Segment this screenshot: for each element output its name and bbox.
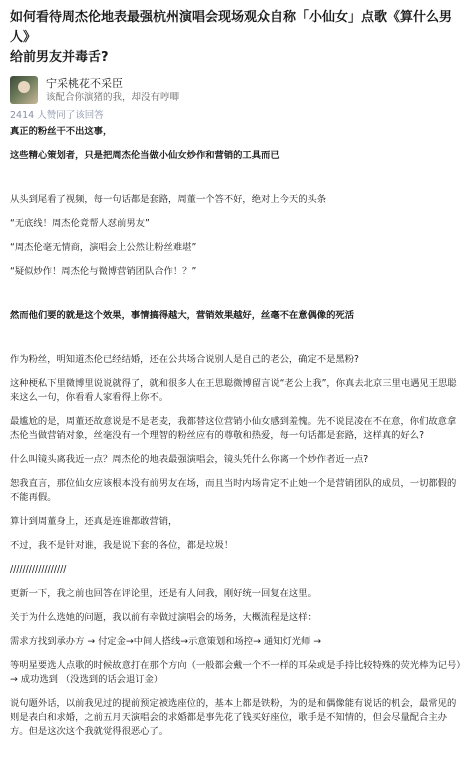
author-bio: 该配合你演猪的我，却没有哼唧 (46, 92, 180, 103)
answer-paragraph: 这些精心策划者，只是把周杰伦当做小仙女炒作和营销的工具而已 (10, 150, 280, 161)
divider-slashes: ////////////////// (10, 564, 67, 575)
answer-paragraph: 什么叫镜头离我近一点？周杰伦的地表最强演唱会，镜头凭什么你离一个炒作者近一点? (10, 454, 369, 465)
question-title-line1: 如何看待周杰伦地表最强杭州演唱会现场观众自称「小仙女」点歌《算什么男人》 (10, 10, 453, 45)
author-name[interactable]: 宁采桃花不采臣 (46, 77, 123, 90)
question-title-line2: 给前男友并毒舌? (10, 50, 109, 65)
author-info (46, 76, 179, 104)
avatar[interactable] (10, 76, 38, 104)
answer-paragraph: 等明星要选人点歌的时候故意打在那个方向（一般都会戴一个不一样的耳朵或是手持比较特殊的荧光棒为记号）→ 成功选到 （没选到的话会退订金） (10, 660, 461, 685)
answer-body (10, 125, 463, 739)
question-title[interactable] (10, 0, 463, 68)
answer-paragraph: 作为粉丝，明知道杰伦已经结婚，还在公共场合说别人是自己的老公，确定不是黑粉? (10, 354, 359, 365)
answer-paragraph: 这种梗私下里微博里说说就得了，就和很多人在王思聪微博留言说“老公上我”，你真去北京三里屯遇见王思聪来这么一句，你看看人家看得上你不。 (10, 378, 457, 403)
author-card (10, 76, 463, 104)
answer-paragraph: 关于为什么选她的问题，我以前有幸做过演唱会的场务，大概流程是这样： (10, 612, 317, 623)
answer-paragraph: 需求方找到承办方 → 付定金→中间人搭线→示意策划和场控→ 通知灯光师 → (10, 636, 322, 647)
answer-paragraph: “周杰伦毫无情商，演唱会上公然让粉丝难堪” (10, 242, 197, 253)
answer-paragraph: 说句题外话，以前我见过的提前预定被选座位的，基本上都是铁粉，为的是和偶像能有说话的机会，最常见的则是表白和求婚，之前五月天演唱会的求婚都是事先花了钱买好座位，歌手是不知情的，但会尽量配合主办方。但是这次这个我就觉得很恶心了。 (10, 698, 457, 737)
answer-paragraph: 更新一下，我之前也回答在评论里，还是有人问我，刚好统一回复在这里。 (10, 588, 317, 599)
answer-paragraph: 恕我直言，那位仙女应该根本没有前男友在场，而且当时内场肯定不止她一个是营销团队的成员，一切都假的不能再假。 (10, 478, 457, 503)
answer-paragraph: “无底线！周杰伦竟帮人怼前男友” (10, 218, 150, 229)
answer-paragraph: 真正的粉丝干不出这事， (10, 126, 113, 137)
answer-paragraph: 算计到周董身上，还真是连谁都敢营销， (10, 516, 178, 527)
upvote-count: 2414 人赞同了该回答 (10, 110, 104, 121)
answer-paragraph: 然而他们要的就是这个效果，事情搞得越大，营销效果越好，丝毫不在意偶像的死活 (10, 310, 354, 321)
answer-paragraph: “疑似炒作！周杰伦与微博营销团队合作！？” (10, 266, 197, 277)
answer-paragraph: 最尴尬的是，周董还故意说是不是老麦，我都替这位营销小仙女感到羞愧。先不说昆凌在不在意，你们故意拿杰伦当做营销对象，丝毫没有一个理智的粉丝应有的尊敬和热爱，每一句话都是套路，这样真的好么? (10, 416, 457, 441)
answer-paragraph: 从头到尾看了视频，每一句话都是套路，周董一个答不好，绝对上今天的头条 (10, 194, 327, 205)
answer-paragraph: 不过，我不是针对谁，我是说下套的各位，都是垃圾！ (10, 540, 234, 551)
